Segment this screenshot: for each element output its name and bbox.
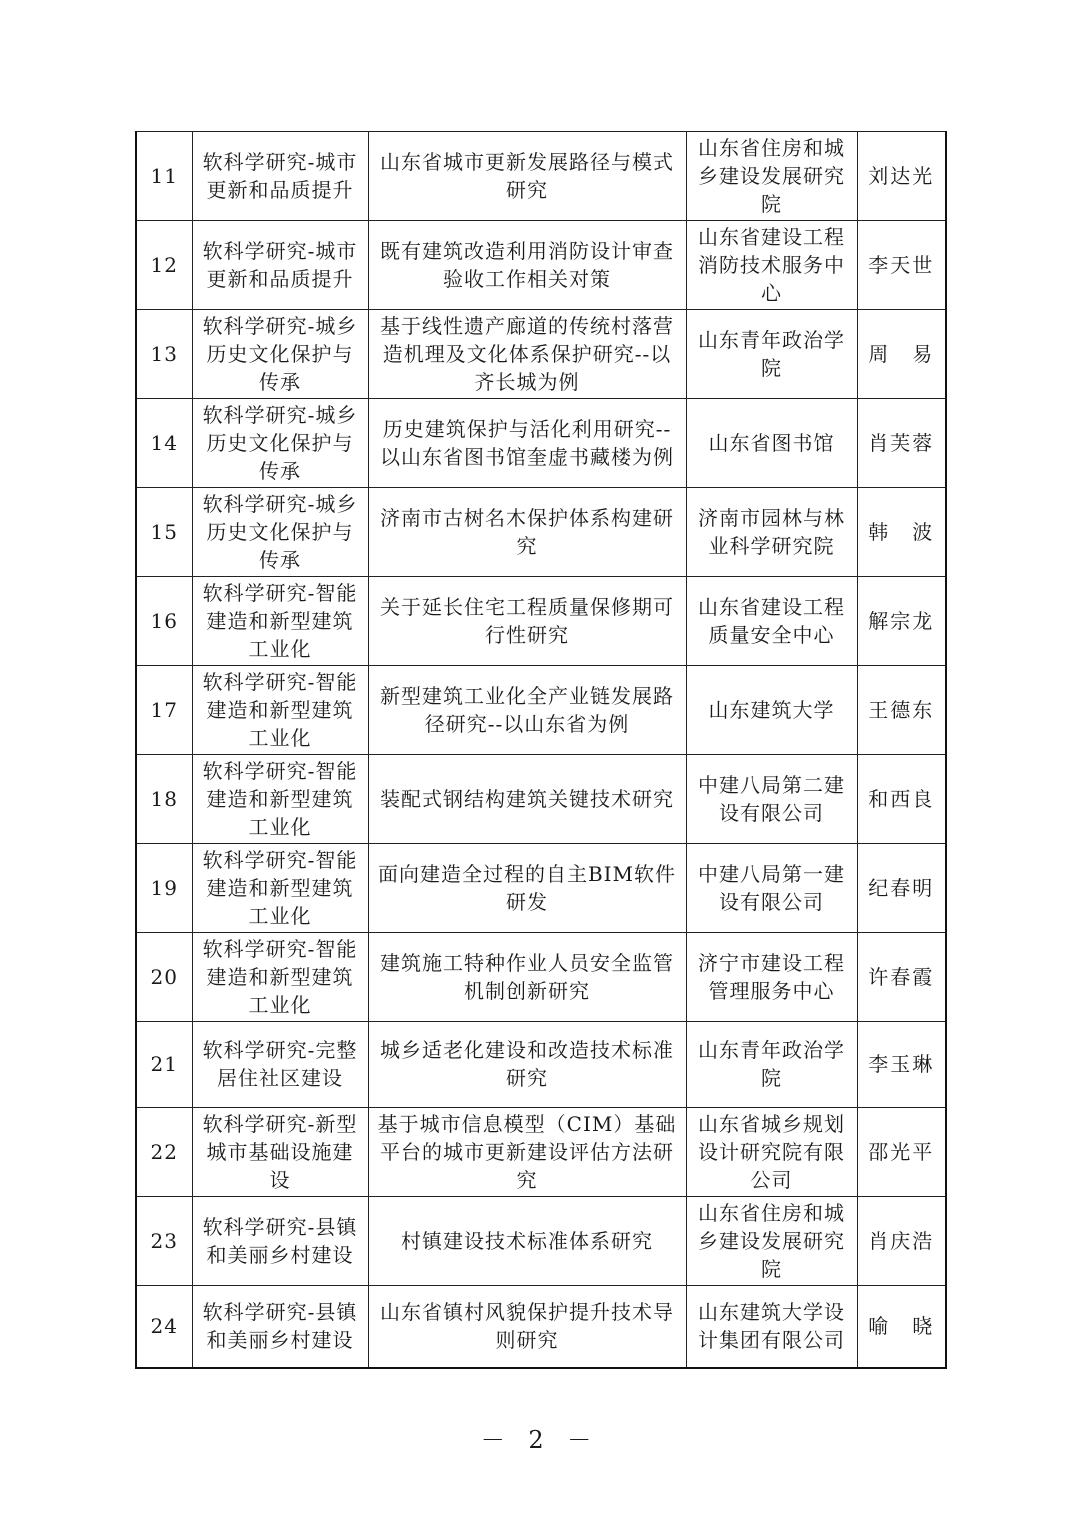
project-category: 软科学研究-智能建造和新型建筑工业化 [192,933,368,1022]
projects-table [135,131,947,1369]
project-category: 软科学研究-城市更新和品质提升 [192,132,368,221]
project-title: 建筑施工特种作业人员安全监管机制创新研究 [368,933,686,1022]
table-row [136,1285,946,1368]
project-category: 软科学研究-城市更新和品质提升 [192,221,368,310]
table-row [136,755,946,844]
project-title: 村镇建设技术标准体系研究 [368,1196,686,1285]
organization: 山东建筑大学 [686,666,857,755]
project-title: 历史建筑保护与活化利用研究--以山东省图书馆奎虚书藏楼为例 [368,399,686,488]
person-in-charge: 韩 波 [857,488,946,577]
table-row [136,399,946,488]
person-in-charge: 肖庆浩 [857,1196,946,1285]
organization: 山东省住房和城乡建设发展研究院 [686,132,857,221]
row-number: 21 [136,1022,192,1108]
table-row [136,1196,946,1285]
table-row [136,132,946,221]
row-number: 14 [136,399,192,488]
organization: 山东省建设工程消防技术服务中心 [686,221,857,310]
row-number: 24 [136,1285,192,1368]
person-in-charge: 解宗龙 [857,577,946,666]
row-number: 11 [136,132,192,221]
row-number: 19 [136,844,192,933]
page-number: － 2 － [480,1426,600,1454]
project-category: 软科学研究-城乡历史文化保护与传承 [192,488,368,577]
table-row [136,666,946,755]
organization: 山东省建设工程质量安全中心 [686,577,857,666]
project-category: 软科学研究-县镇和美丽乡村建设 [192,1285,368,1368]
person-in-charge: 王德东 [857,666,946,755]
row-number: 22 [136,1107,192,1196]
project-category: 软科学研究-智能建造和新型建筑工业化 [192,755,368,844]
person-in-charge: 刘达光 [857,132,946,221]
person-in-charge: 李玉琳 [857,1022,946,1108]
project-title: 装配式钢结构建筑关键技术研究 [368,755,686,844]
organization: 山东青年政治学院 [686,310,857,399]
table-row [136,844,946,933]
person-in-charge: 肖芙蓉 [857,399,946,488]
row-number: 12 [136,221,192,310]
project-title: 关于延长住宅工程质量保修期可行性研究 [368,577,686,666]
organization: 济南市园林与林业科学研究院 [686,488,857,577]
table-row [136,933,946,1022]
organization: 山东省住房和城乡建设发展研究院 [686,1196,857,1285]
row-number: 20 [136,933,192,1022]
person-in-charge: 邵光平 [857,1107,946,1196]
organization: 山东省图书馆 [686,399,857,488]
row-number: 16 [136,577,192,666]
project-category: 软科学研究-智能建造和新型建筑工业化 [192,844,368,933]
table-row [136,221,946,310]
project-category: 软科学研究-智能建造和新型建筑工业化 [192,577,368,666]
table-row [136,310,946,399]
project-title: 城乡适老化建设和改造技术标准研究 [368,1022,686,1108]
table-row [136,488,946,577]
project-title: 基于城市信息模型（CIM）基础平台的城市更新建设评估方法研究 [368,1107,686,1196]
project-category: 软科学研究-县镇和美丽乡村建设 [192,1196,368,1285]
project-title: 基于线性遗产廊道的传统村落营造机理及文化体系保护研究--以齐长城为例 [368,310,686,399]
project-category: 软科学研究-城乡历史文化保护与传承 [192,399,368,488]
project-title: 山东省城市更新发展路径与模式研究 [368,132,686,221]
project-title: 山东省镇村风貌保护提升技术导则研究 [368,1285,686,1368]
table-row [136,1022,946,1108]
projects-table-body [136,132,946,1369]
project-title: 面向建造全过程的自主BIM软件研发 [368,844,686,933]
organization: 山东建筑大学设计集团有限公司 [686,1285,857,1368]
row-number: 23 [136,1196,192,1285]
project-category: 软科学研究-城乡历史文化保护与传承 [192,310,368,399]
organization: 山东青年政治学院 [686,1022,857,1108]
organization: 中建八局第二建设有限公司 [686,755,857,844]
person-in-charge: 周 易 [857,310,946,399]
person-in-charge: 和西良 [857,755,946,844]
person-in-charge: 喻 晓 [857,1285,946,1368]
row-number: 17 [136,666,192,755]
person-in-charge: 纪春明 [857,844,946,933]
project-title: 济南市古树名木保护体系构建研究 [368,488,686,577]
project-category: 软科学研究-智能建造和新型建筑工业化 [192,666,368,755]
table-row [136,577,946,666]
row-number: 18 [136,755,192,844]
row-number: 13 [136,310,192,399]
person-in-charge: 李天世 [857,221,946,310]
project-title: 既有建筑改造利用消防设计审查验收工作相关对策 [368,221,686,310]
organization: 中建八局第一建设有限公司 [686,844,857,933]
project-category: 软科学研究-新型城市基础设施建设 [192,1107,368,1196]
person-in-charge: 许春霞 [857,933,946,1022]
table-row [136,1107,946,1196]
project-title: 新型建筑工业化全产业链发展路径研究--以山东省为例 [368,666,686,755]
project-category: 软科学研究-完整居住社区建设 [192,1022,368,1108]
organization: 山东省城乡规划设计研究院有限公司 [686,1107,857,1196]
row-number: 15 [136,488,192,577]
organization: 济宁市建设工程管理服务中心 [686,933,857,1022]
